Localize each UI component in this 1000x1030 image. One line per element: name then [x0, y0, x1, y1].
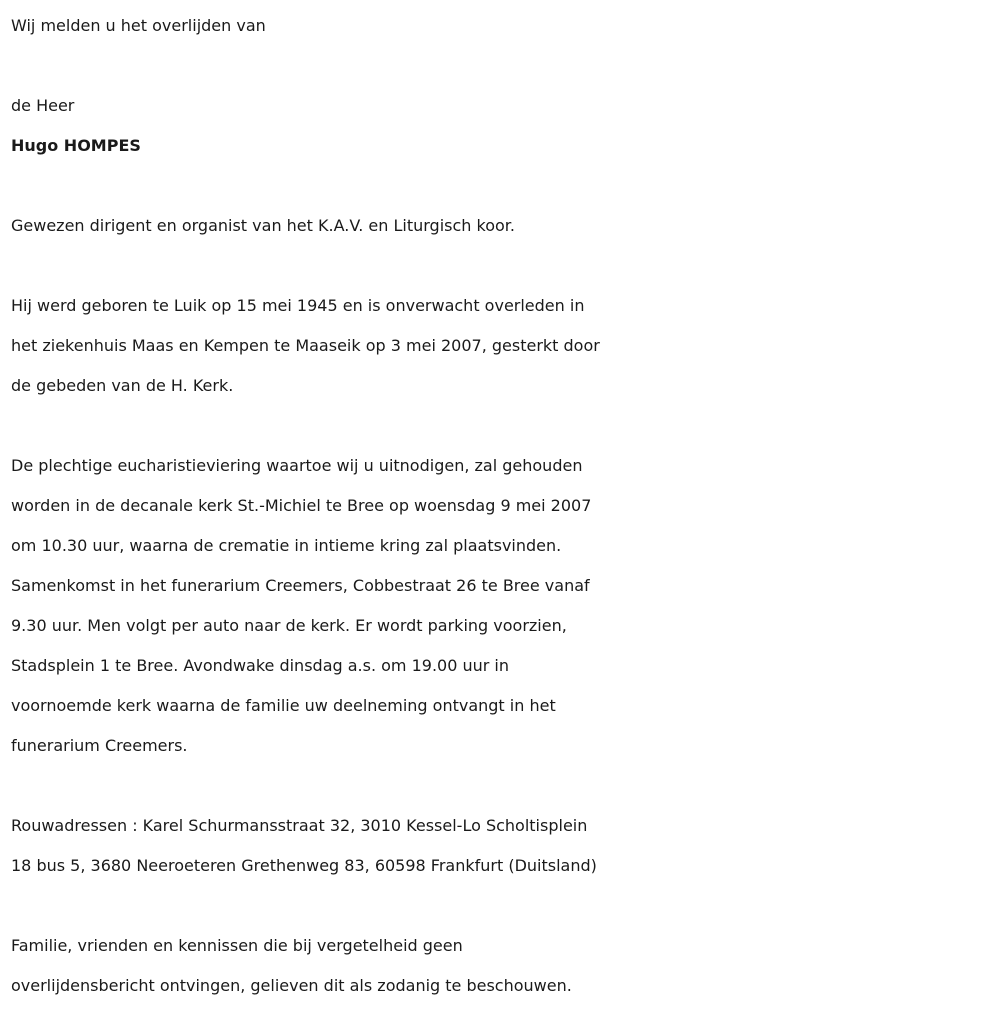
- role-text: Gewezen dirigent en organist van het K.A.V. en Liturgisch koor.: [11, 216, 515, 235]
- spacer: [11, 886, 1000, 926]
- ceremony-paragraph: [11, 446, 1000, 766]
- paragraph-line: 18 bus 5, 3680 Neeroeteren Grethenweg 83, 60598 Frankfurt (Duitsland): [11, 856, 597, 875]
- paragraph-line: overlijdensbericht ontvingen, gelieven dit als zodanig te beschouwen.: [11, 976, 572, 995]
- spacer: [11, 406, 1000, 446]
- paragraph-line: voornoemde kerk waarna de familie uw deelneming ontvangt in het: [11, 696, 556, 715]
- paragraph-line: Samenkomst in het funerarium Creemers, Cobbestraat 26 te Bree vanaf: [11, 576, 590, 595]
- spacer: [11, 246, 1000, 286]
- intro-text: Wij melden u het overlijden van: [11, 16, 266, 35]
- deceased-name: Hugo HOMPES: [11, 136, 141, 155]
- paragraph-line: 9.30 uur. Men volgt per auto naar de kerk. Er wordt parking voorzien,: [11, 616, 567, 635]
- paragraph-line: de gebeden van de H. Kerk.: [11, 376, 234, 395]
- paragraph-line: Rouwadressen : Karel Schurmansstraat 32, 3010 Kessel-Lo Scholtisplein: [11, 816, 588, 835]
- paragraph-line: het ziekenhuis Maas en Kempen te Maaseik op 3 mei 2007, gesterkt door: [11, 336, 600, 355]
- address-paragraph: [11, 806, 1000, 886]
- birth-paragraph: [11, 286, 1000, 406]
- paragraph-line: funerarium Creemers.: [11, 736, 188, 755]
- spacer: [11, 46, 1000, 86]
- paragraph-line: De plechtige eucharistieviering waartoe wij u uitnodigen, zal gehouden: [11, 456, 583, 475]
- closing-paragraph: [11, 926, 1000, 1006]
- paragraph-line: worden in de decanale kerk St.-Michiel te Bree op woensdag 9 mei 2007: [11, 496, 592, 515]
- spacer: [11, 766, 1000, 806]
- honorific: de Heer: [11, 96, 75, 115]
- paragraph-line: Familie, vrienden en kennissen die bij vergetelheid geen: [11, 936, 463, 955]
- spacer: [11, 166, 1000, 206]
- paragraph-line: Stadsplein 1 te Bree. Avondwake dinsdag a.s. om 19.00 uur in: [11, 656, 510, 675]
- paragraph-line: Hij werd geboren te Luik op 15 mei 1945 en is onverwacht overleden in: [11, 296, 585, 315]
- paragraph-line: om 10.30 uur, waarna de crematie in intieme kring zal plaatsvinden.: [11, 536, 562, 555]
